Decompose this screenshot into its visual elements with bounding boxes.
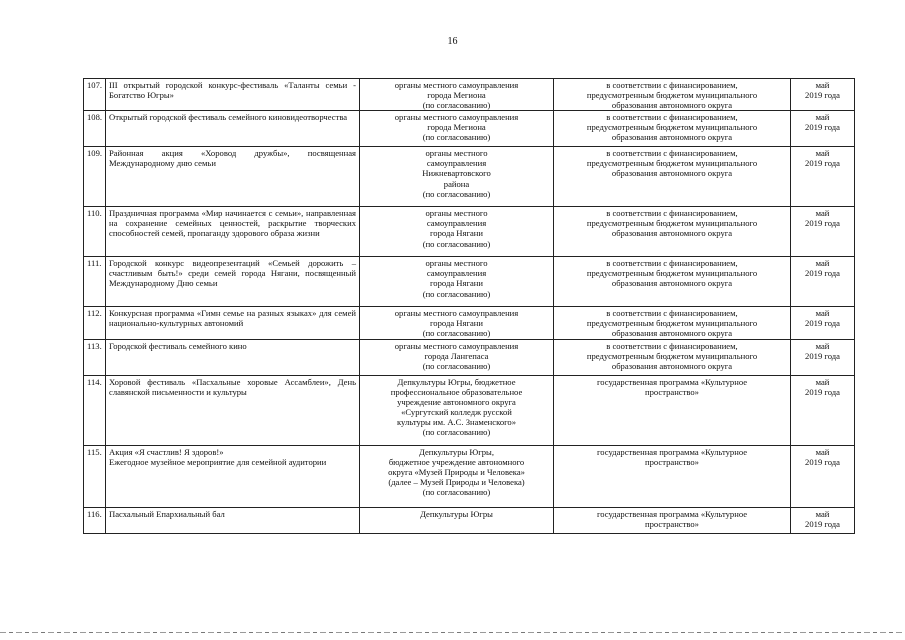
organizer-line: (по согласованию)	[422, 486, 491, 497]
financing-line: образования автономного округа	[611, 228, 733, 239]
event-date-cell	[791, 147, 855, 207]
event-name-line: Конкурсная программа «Гимн семье на разных языках» для семей национально-культурных автономий	[109, 308, 356, 329]
financing-cell	[554, 79, 791, 111]
table-row	[84, 207, 855, 257]
organizer-cell	[360, 507, 554, 533]
financing-line: предусмотренным бюджетом муниципального	[586, 90, 758, 101]
organizer-line: округа «Музей Природы и Человека»	[388, 466, 525, 477]
organizer-cell	[360, 257, 554, 307]
event-name-cell	[106, 375, 360, 445]
organizer-line: органы местного самоуправления	[394, 340, 519, 351]
organizer-line: города Нягани	[430, 228, 483, 239]
event-date-line: май	[815, 208, 830, 219]
event-date-cell	[791, 207, 855, 257]
event-date-line: 2019 года	[805, 350, 840, 361]
organizer-cell	[360, 207, 554, 257]
financing-cell	[554, 111, 791, 147]
financing-line: в соответствии с финансированием,	[606, 258, 738, 269]
event-date-cell	[791, 339, 855, 375]
event-name-cell	[106, 307, 360, 339]
event-date-cell	[791, 445, 855, 507]
event-name-line: Районная акция «Хоровод дружбы», посвященная Международному дню семьи	[109, 148, 356, 169]
organizer-line: (по согласованию)	[422, 427, 491, 438]
event-date-cell	[791, 257, 855, 307]
event-name-line: Пасхальный Епархиальный бал	[109, 508, 225, 519]
financing-line: предусмотренным бюджетом муниципального	[586, 318, 758, 329]
organizer-line: города Лангепаса	[424, 350, 489, 361]
organizer-line: района	[443, 178, 470, 189]
event-date-line: май	[815, 508, 830, 519]
financing-line: образования автономного округа	[611, 278, 733, 289]
organizer-line: (далее – Музей Природы и Человека)	[388, 476, 525, 487]
financing-line: предусмотренным бюджетом муниципального	[586, 122, 758, 133]
organizer-line: города Мегиона	[427, 122, 486, 133]
page-number: 16	[447, 36, 458, 47]
table-row	[84, 507, 855, 533]
organizer-line: органы местного самоуправления	[394, 112, 519, 123]
scan-edge-line	[0, 632, 905, 633]
organizer-line: органы местного самоуправления	[394, 80, 519, 90]
event-date-cell	[791, 507, 855, 533]
financing-line: образования автономного округа	[611, 360, 733, 371]
organizer-line: органы местного самоуправления	[394, 308, 519, 319]
row-number-cell: 111.	[84, 257, 106, 307]
event-name-cell	[106, 147, 360, 207]
organizer-line: самоуправления	[426, 158, 487, 169]
table-row	[84, 79, 855, 111]
organizer-line: Депкультуры Югры, бюджетное	[397, 376, 516, 387]
event-name-cell	[106, 339, 360, 375]
organizer-line: (по согласованию)	[422, 132, 491, 143]
organizer-line: (по согласованию)	[422, 288, 491, 299]
financing-cell	[554, 207, 791, 257]
organizer-line: (по согласованию)	[422, 100, 491, 111]
event-date-cell	[791, 375, 855, 445]
financing-line: в соответствии с финансированием,	[606, 148, 738, 159]
table-row	[84, 307, 855, 339]
event-date-line: 2019 года	[805, 386, 840, 397]
organizer-line: (по согласованию)	[422, 328, 491, 339]
event-date-line: 2019 года	[805, 318, 840, 329]
table-row	[84, 257, 855, 307]
organizer-line: города Нягани	[430, 278, 483, 289]
event-name-line: Праздничная программа «Мир начинается с семьи», направленная на сохранение семейных ценностей, раскрытие творческих способностей семей, пропаганду здорового образа жизни	[109, 208, 356, 239]
event-name-cell	[106, 79, 360, 111]
financing-line: образования автономного округа	[611, 328, 733, 339]
organizer-cell	[360, 307, 554, 339]
event-date-line: 2019 года	[805, 218, 840, 229]
organizer-cell	[360, 375, 554, 445]
organizer-line: Нижневартовского	[422, 168, 491, 179]
events-table	[83, 78, 855, 534]
event-name-cell	[106, 445, 360, 507]
event-name-cell	[106, 111, 360, 147]
event-date-line: 2019 года	[805, 456, 840, 467]
financing-line: в соответствии с финансированием,	[606, 112, 738, 123]
event-date-cell	[791, 111, 855, 147]
event-name-line: III открытый городской конкурс-фестиваль «Таланты семьи - Богатство Югры»	[109, 80, 356, 101]
organizer-cell	[360, 147, 554, 207]
table-row	[84, 445, 855, 507]
financing-line: образования автономного округа	[611, 100, 733, 111]
table-row	[84, 111, 855, 147]
event-name-cell	[106, 507, 360, 533]
event-name-line: Городской конкурс видеопрезентаций «Семьей дорожить – счастливым быть!» среди семей города Нягани, посвященный Международному Дню семьи	[109, 258, 356, 289]
financing-line: пространство»	[645, 456, 699, 467]
financing-line: в соответствии с финансированием,	[606, 208, 738, 219]
event-date-line: май	[815, 308, 830, 319]
organizer-line: города Мегиона	[427, 90, 486, 101]
row-number-cell: 107.	[84, 79, 106, 111]
event-date-line: май	[815, 112, 830, 123]
organizer-line: города Нягани	[430, 318, 483, 329]
organizer-line: Депкультуры Югры	[420, 508, 493, 519]
organizer-line: профессиональное образовательное	[390, 386, 523, 397]
table-row	[84, 375, 855, 445]
financing-line: образования автономного округа	[611, 132, 733, 143]
row-number-cell: 108.	[84, 111, 106, 147]
financing-cell	[554, 507, 791, 533]
event-date-cell	[791, 307, 855, 339]
organizer-cell	[360, 339, 554, 375]
organizer-line: органы местного	[425, 208, 488, 219]
event-name-cell	[106, 207, 360, 257]
organizer-line: (по согласованию)	[422, 238, 491, 249]
financing-cell	[554, 307, 791, 339]
financing-line: предусмотренным бюджетом муниципального	[586, 350, 758, 361]
row-number-cell: 115.	[84, 445, 106, 507]
event-date-cell	[791, 79, 855, 111]
financing-line: предусмотренным бюджетом муниципального	[586, 268, 758, 279]
financing-line: пространство»	[645, 518, 699, 529]
table-row	[84, 147, 855, 207]
event-date-line: 2019 года	[805, 158, 840, 169]
financing-line: образования автономного округа	[611, 168, 733, 179]
organizer-cell	[360, 79, 554, 111]
financing-line: в соответствии с финансированием,	[606, 80, 738, 90]
financing-cell	[554, 445, 791, 507]
financing-cell	[554, 257, 791, 307]
organizer-line: «Сургутский колледж русской	[401, 406, 512, 417]
table-row	[84, 339, 855, 375]
financing-line: государственная программа «Культурное	[596, 446, 748, 457]
event-date-line: май	[815, 446, 830, 457]
event-date-line: май	[815, 258, 830, 269]
row-number-cell: 109.	[84, 147, 106, 207]
organizer-line: Депкультуры Югры,	[419, 446, 494, 457]
financing-line: в соответствии с финансированием,	[606, 308, 738, 319]
financing-line: государственная программа «Культурное	[596, 508, 748, 519]
event-name-cell	[106, 257, 360, 307]
organizer-cell	[360, 111, 554, 147]
row-number-cell: 110.	[84, 207, 106, 257]
event-name-line: Открытый городской фестиваль семейного киновидеотворчества	[109, 112, 348, 123]
event-date-line: май	[815, 340, 830, 351]
financing-line: пространство»	[645, 386, 699, 397]
event-date-line: 2019 года	[805, 268, 840, 279]
financing-cell	[554, 375, 791, 445]
event-date-line: май	[815, 376, 830, 387]
row-number-cell: 116.	[84, 507, 106, 533]
event-name-line: Акция «Я счастлив! Я здоров!»	[109, 446, 224, 457]
organizer-line: органы местного	[425, 258, 488, 269]
financing-cell	[554, 339, 791, 375]
organizer-line: органы местного	[425, 148, 488, 159]
financing-line: предусмотренным бюджетом муниципального	[586, 218, 758, 229]
financing-line: государственная программа «Культурное	[596, 376, 748, 387]
financing-line: в соответствии с финансированием,	[606, 340, 738, 351]
event-name-line: Ежегодное музейное мероприятие для семейной аудитории	[109, 456, 327, 467]
row-number-cell: 114.	[84, 375, 106, 445]
financing-cell	[554, 147, 791, 207]
event-name-line: Городской фестиваль семейного кино	[109, 340, 247, 351]
organizer-line: учреждение автономного округа	[397, 396, 516, 407]
organizer-line: самоуправления	[426, 218, 487, 229]
organizer-line: (по согласованию)	[422, 360, 491, 371]
organizer-line: (по согласованию)	[422, 188, 491, 199]
row-number-cell: 112.	[84, 307, 106, 339]
event-date-line: 2019 года	[805, 90, 840, 101]
row-number-cell: 113.	[84, 339, 106, 375]
organizer-line: бюджетное учреждение автономного	[388, 456, 525, 467]
event-date-line: 2019 года	[805, 122, 840, 133]
organizer-cell	[360, 445, 554, 507]
event-name-line: Хоровой фестиваль «Пасхальные хоровые Ассамблеи», День славянской письменности и культуры	[109, 376, 356, 397]
financing-line: предусмотренным бюджетом муниципального	[586, 158, 758, 169]
organizer-line: самоуправления	[426, 268, 487, 279]
event-date-line: 2019 года	[805, 518, 840, 529]
event-date-line: май	[815, 148, 830, 159]
event-date-line: май	[815, 80, 830, 90]
organizer-line: культуры им. А.С. Знаменского»	[396, 416, 517, 427]
